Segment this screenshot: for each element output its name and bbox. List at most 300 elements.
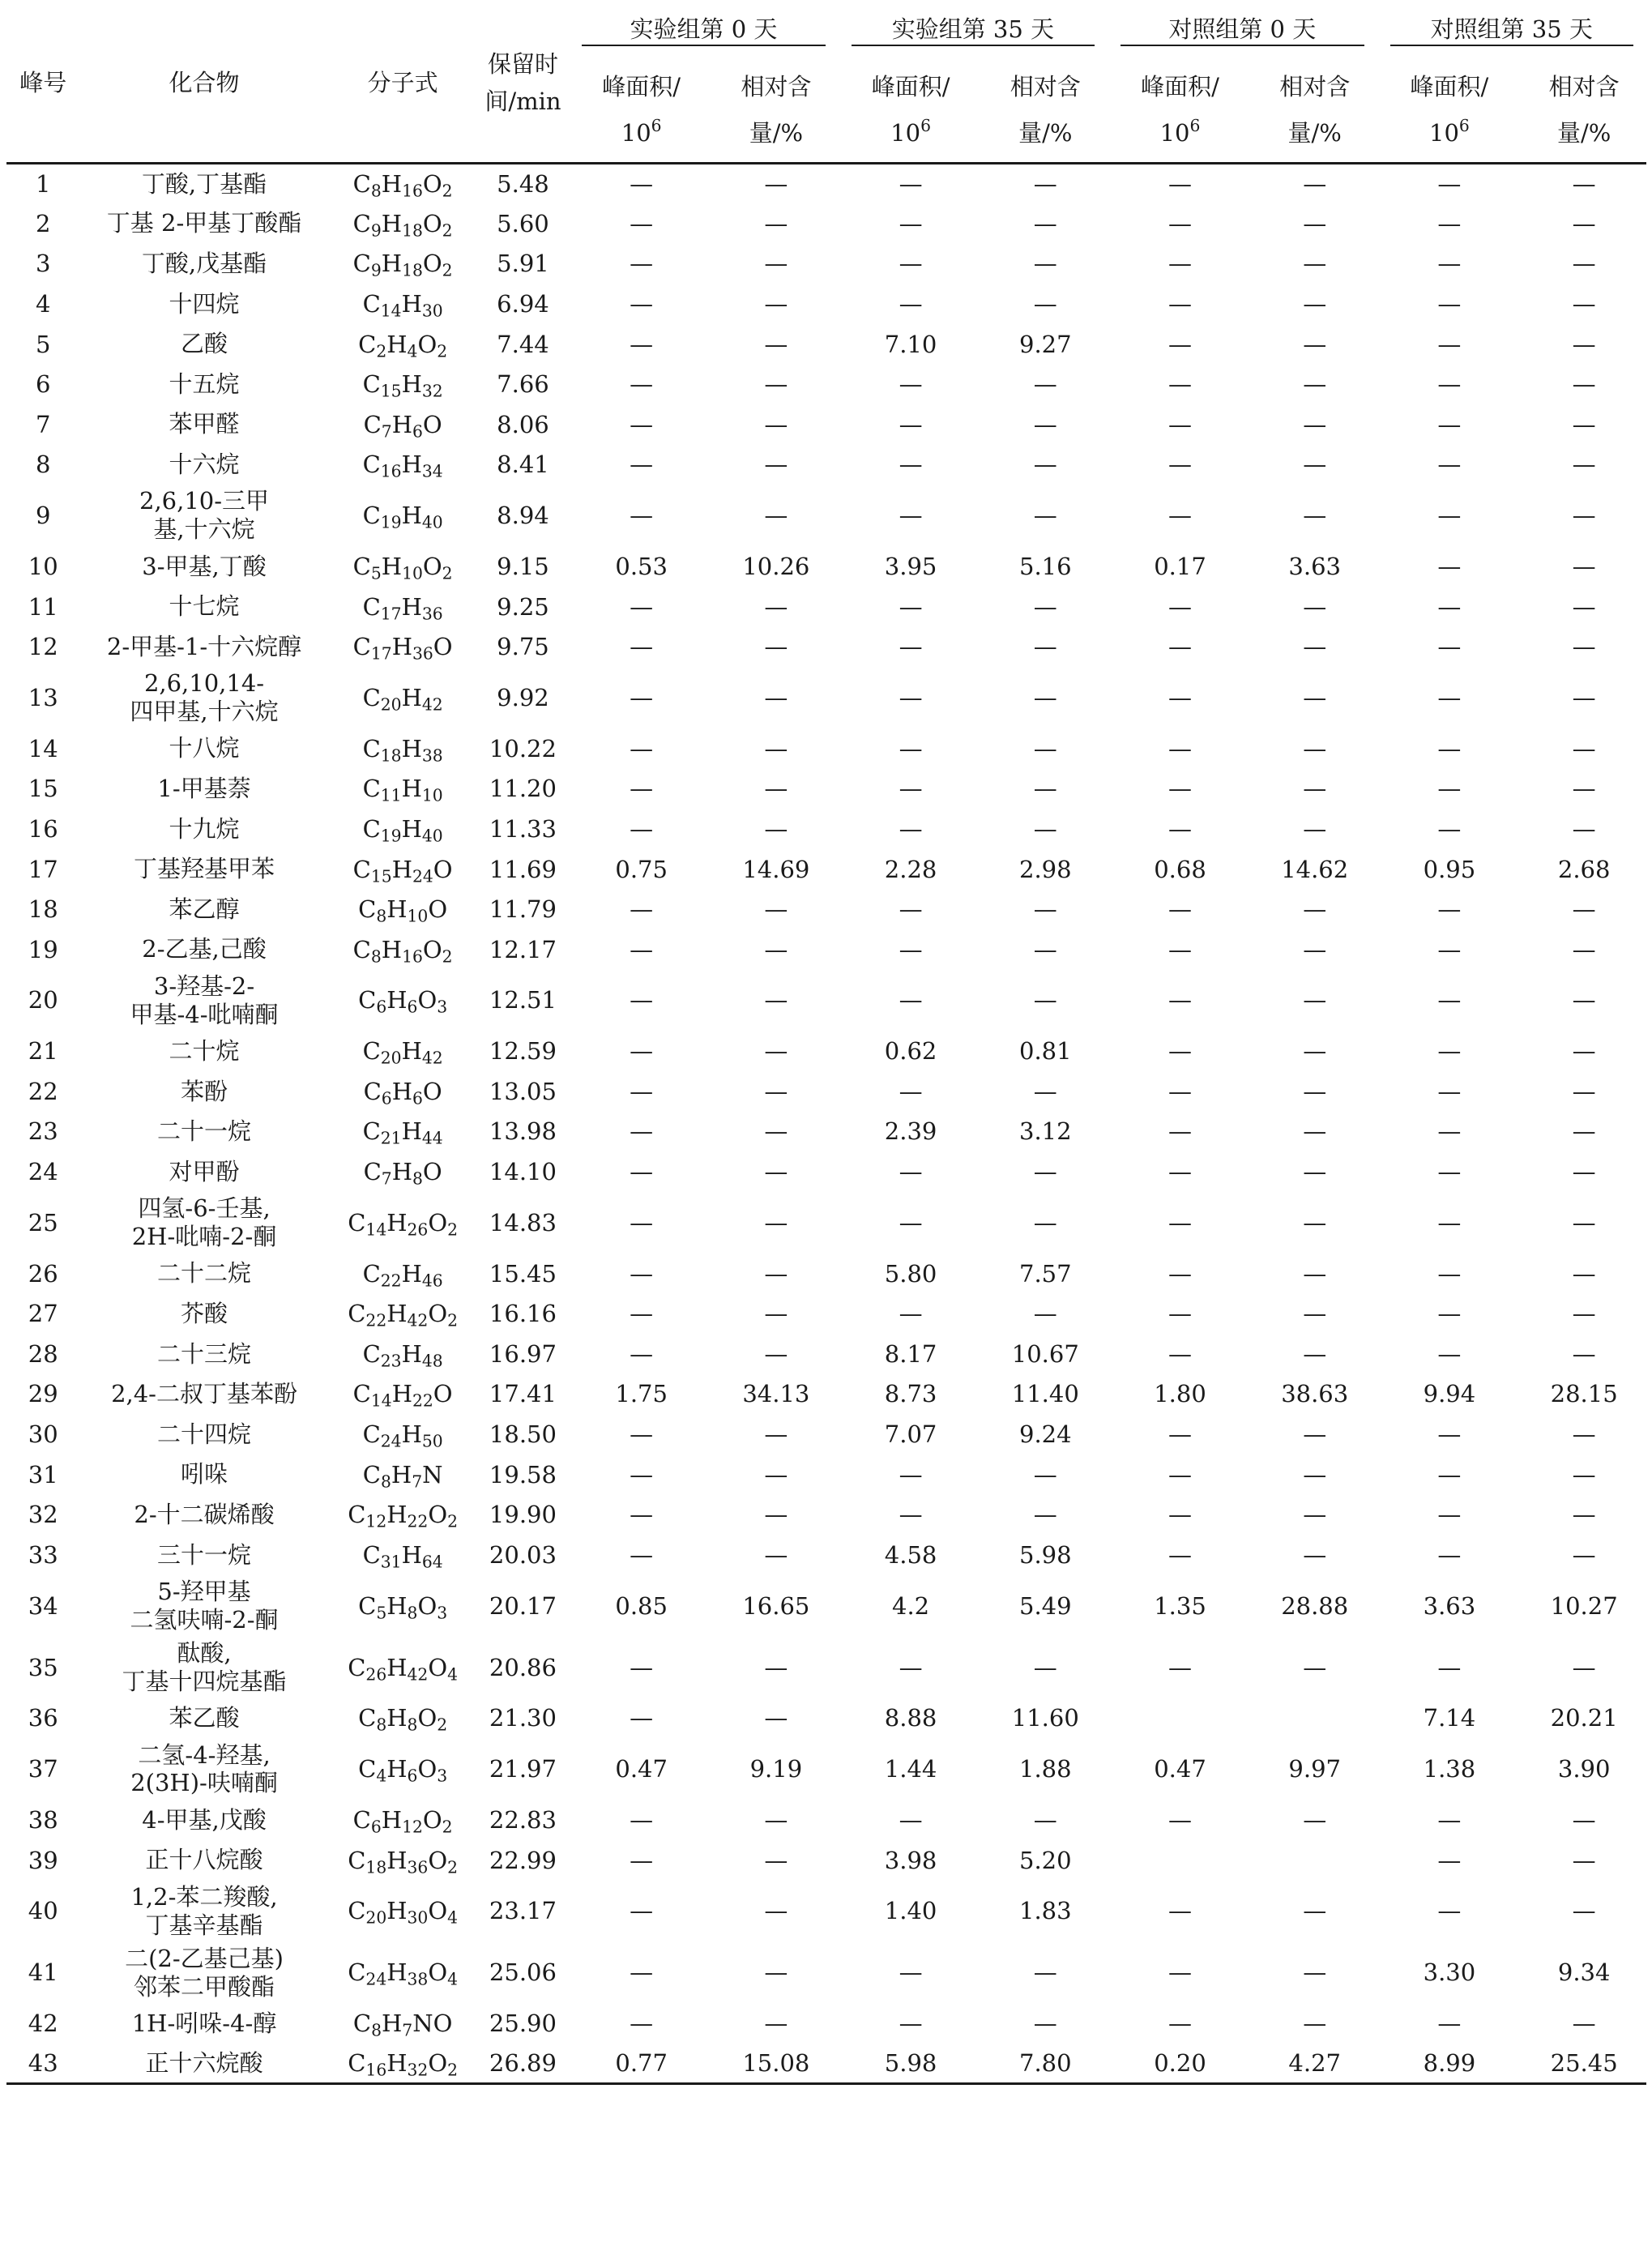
cell-relative-content: — [1572, 451, 1596, 479]
cell-formula [329, 244, 477, 284]
cell-peak-area: — [630, 1208, 654, 1237]
compound-name-text: 十七烷 [169, 592, 240, 621]
cell-retention-time: 17.41 [489, 1380, 557, 1408]
col-header-relative-content [714, 58, 839, 164]
group-underline [1121, 45, 1364, 46]
cell-relative-content: — [1033, 209, 1057, 237]
cell-relative-content: — [764, 633, 788, 661]
peak-area-exponent: 6 [1458, 115, 1470, 135]
cell-relative-content: — [1033, 683, 1057, 711]
cell-peak-area: — [1437, 1117, 1462, 1146]
table-row [6, 324, 1646, 365]
cell-relative-content: — [1572, 2010, 1596, 2038]
cell-peak-area: 8.99 [1377, 2044, 1522, 2084]
cell-relative-content: 2.68 [1557, 855, 1611, 883]
cell-retention-time: 12.59 [489, 1037, 557, 1066]
compound-name-text: 5-羟甲基 二氢呋喃-2-酮 [130, 1577, 279, 1634]
cell-relative-content: 9.27 [1019, 330, 1072, 358]
cell-peak-area: — [899, 1460, 923, 1489]
cell-formula [329, 164, 477, 204]
cell-formula [329, 1637, 477, 1698]
cell-peak-area: — [899, 633, 923, 661]
cell-peak-area: — [1437, 1037, 1462, 1066]
cell-peak-area: — [899, 935, 923, 963]
cell-peak-area: — [899, 250, 923, 278]
cell-peak-area: — [899, 986, 923, 1014]
cell-compound-name [79, 1454, 328, 1495]
compound-name-text: 十六烷 [169, 451, 240, 479]
cell-relative-content: — [1033, 775, 1057, 803]
table-row [6, 667, 1646, 728]
cell-compound-name [79, 626, 328, 667]
cell-formula [329, 849, 477, 890]
cell-formula [329, 769, 477, 809]
cell-peak-area: — [899, 592, 923, 621]
table-row [6, 445, 1646, 485]
cell-relative-content: — [1572, 1897, 1596, 1925]
cell-formula [329, 587, 477, 627]
peak-area-unit: 10 [1159, 119, 1190, 147]
retention-time-label: 保留时间/min [485, 49, 561, 115]
cell-peak-no: 29 [28, 1380, 58, 1408]
cell-compound-name [79, 1334, 328, 1374]
compound-name-text: 对甲酚 [169, 1157, 240, 1185]
cell-relative-content: 3.90 [1557, 1755, 1611, 1783]
cell-peak-area: 0.20 [1108, 2044, 1253, 2084]
cell-peak-area: — [1437, 169, 1462, 198]
cell-relative-content: 9.19 [749, 1755, 803, 1783]
cell-peak-no: 41 [28, 1958, 58, 1987]
table-row [6, 1535, 1646, 1575]
formula-text: $C_{11}H_{10}$ [362, 775, 443, 805]
cell-relative-content: — [764, 1158, 788, 1186]
cell-relative-content: — [1572, 1846, 1596, 1874]
cell-relative-content: — [1572, 814, 1596, 843]
cell-peak-area: — [1167, 1339, 1192, 1368]
cell-peak-area: — [630, 1339, 654, 1368]
cell-relative-content: — [1572, 330, 1596, 358]
cell-relative-content: — [1303, 734, 1327, 762]
cell-relative-content: — [764, 683, 788, 711]
cell-relative-content: — [1033, 370, 1057, 399]
cell-peak-area: — [899, 1806, 923, 1834]
cell-relative-content: — [764, 410, 788, 438]
cell-peak-area: 4.2 [892, 1591, 930, 1620]
cell-peak-area: — [630, 1897, 654, 1925]
cell-relative-content: — [1572, 1208, 1596, 1237]
compound-name-text: 十四烷 [169, 289, 240, 318]
table-row [6, 809, 1646, 849]
formula-text: $C_5H_{10}O_2$ [352, 552, 453, 583]
cell-retention-time: 21.97 [489, 1755, 557, 1783]
cell-peak-no: 4 [36, 289, 51, 318]
cell-peak-area: — [630, 1704, 654, 1732]
cell-relative-content: — [764, 289, 788, 318]
group-label: 实验组第 0 天 [630, 15, 778, 43]
cell-compound-name [79, 728, 328, 769]
cell-peak-area [1108, 1698, 1253, 1739]
cell-relative-content: — [1303, 1208, 1327, 1237]
table-row [6, 404, 1646, 445]
cell-relative-content: — [1033, 1460, 1057, 1489]
cell-compound-name [79, 445, 328, 485]
cell-peak-no: 36 [28, 1704, 58, 1732]
cell-peak-area: — [1167, 2010, 1192, 2038]
cell-compound-name [79, 485, 328, 546]
cell-peak-area: — [630, 209, 654, 237]
cell-peak-area: — [630, 1420, 654, 1449]
cell-peak-area: — [1437, 289, 1462, 318]
formula-text: $C_{18}H_{36}O_2$ [348, 1846, 459, 1877]
compound-name-text: 十九烷 [169, 814, 240, 843]
cell-relative-content: — [1572, 775, 1596, 803]
table-row [6, 2004, 1646, 2044]
compound-name-text: 吲哚 [181, 1460, 228, 1489]
cell-peak-area: — [1437, 1897, 1462, 1925]
cell-relative-content: — [1303, 1653, 1327, 1681]
cell-peak-area: — [1167, 1037, 1192, 1066]
cell-peak-area: — [630, 1117, 654, 1146]
table-row [6, 1738, 1646, 1800]
cell-retention-time: 8.41 [497, 451, 549, 479]
compound-name-text: 丁酸,戊基酯 [141, 250, 267, 278]
cell-peak-area: 1.40 [884, 1897, 937, 1925]
cell-relative-content [1253, 1698, 1377, 1739]
table-row [6, 1881, 1646, 1942]
cell-peak-no: 42 [28, 2010, 58, 2038]
cell-peak-area: — [899, 1300, 923, 1328]
cell-relative-content: 10.26 [742, 552, 810, 580]
compound-name-text: 丁酸,丁基酯 [141, 169, 267, 198]
cell-relative-content: 28.15 [1550, 1380, 1618, 1408]
cell-relative-content: — [1033, 1077, 1057, 1105]
cell-relative-content: — [1033, 814, 1057, 843]
table-row [6, 728, 1646, 769]
cell-relative-content: — [1303, 1806, 1327, 1834]
cell-relative-content: — [764, 986, 788, 1014]
cell-relative-content: 10.67 [1011, 1339, 1079, 1368]
cell-peak-area: — [1167, 410, 1192, 438]
table-row [6, 164, 1646, 204]
cell-relative-content: — [1572, 410, 1596, 438]
cell-peak-area: — [630, 502, 654, 530]
cell-peak-area: — [630, 1077, 654, 1105]
cell-relative-content: — [764, 1501, 788, 1529]
cell-relative-content: 4.27 [1253, 2044, 1377, 2084]
peak-area-exponent: 6 [651, 115, 662, 135]
cell-relative-content: — [764, 895, 788, 924]
group-label: 对照组第 0 天 [1168, 15, 1317, 43]
cell-relative-content: — [1033, 935, 1057, 963]
cell-relative-content: — [764, 1077, 788, 1105]
cell-retention-time: 23.17 [489, 1897, 557, 1925]
table-row [6, 889, 1646, 929]
cell-peak-area: — [899, 2010, 923, 2038]
cell-relative-content: 5.16 [1019, 552, 1072, 580]
compound-name-text: 十五烷 [169, 369, 240, 398]
cell-relative-content: 9.97 [1288, 1755, 1341, 1783]
cell-compound-name [79, 1031, 328, 1072]
cell-peak-no: 9 [36, 502, 51, 530]
cell-peak-area: — [1437, 410, 1462, 438]
cell-relative-content: — [1033, 1653, 1057, 1681]
cell-relative-content: — [1033, 169, 1057, 198]
compound-name-text: 3-羟基-2- 甲基-4-吡喃酮 [130, 972, 279, 1028]
compound-name-text: 丁基羟基甲苯 [134, 855, 275, 883]
cell-relative-content: — [764, 1420, 788, 1449]
cell-peak-area: — [630, 1806, 654, 1834]
cell-retention-time: 5.48 [497, 169, 549, 198]
col-header-relative-content [1253, 58, 1377, 164]
cell-relative-content: 9.34 [1557, 1958, 1611, 1987]
cell-formula [329, 1031, 477, 1072]
cell-peak-area: — [1437, 330, 1462, 358]
compound-name-text: 正十八烷酸 [145, 1846, 263, 1874]
cell-peak-area: — [1437, 250, 1462, 278]
cell-peak-area: 3.98 [884, 1846, 937, 1874]
formula-text: $C_{20}H_{42}$ [362, 683, 443, 715]
cell-peak-no: 31 [28, 1460, 58, 1489]
cell-peak-area: — [1167, 250, 1192, 278]
cell-peak-area: — [1437, 683, 1462, 711]
cell-relative-content: — [1572, 734, 1596, 762]
cell-peak-area: 0.53 [615, 552, 668, 580]
cell-peak-area: — [630, 370, 654, 399]
cell-peak-area: — [1167, 1806, 1192, 1834]
cell-peak-no: 23 [28, 1117, 58, 1146]
cell-formula [329, 1454, 477, 1495]
cell-peak-area: — [1167, 1117, 1192, 1146]
cell-relative-content: — [1033, 502, 1057, 530]
peak-area-label: 峰面积/ [1141, 73, 1219, 101]
cell-peak-area: — [1167, 370, 1192, 399]
table-row [6, 1414, 1646, 1454]
cell-peak-area: — [899, 451, 923, 479]
cell-peak-area: — [630, 1460, 654, 1489]
cell-relative-content: — [1303, 1958, 1327, 1987]
cell-retention-time: 21.30 [489, 1704, 557, 1732]
cell-relative-content: 1.88 [1019, 1755, 1072, 1783]
table-row [6, 1840, 1646, 1881]
formula-text: $C_6H_{12}O_2$ [352, 1806, 453, 1837]
cell-retention-time: 20.03 [489, 1540, 557, 1569]
table-header [6, 3, 1646, 164]
compound-name-text: 丁基 2-甲基丁酸酯 [106, 209, 302, 237]
cell-relative-content: — [764, 1259, 788, 1288]
cell-peak-area: — [1167, 209, 1192, 237]
cell-peak-no: 32 [28, 1501, 58, 1529]
cell-relative-content: — [1033, 592, 1057, 621]
cell-relative-content: — [1033, 1958, 1057, 1987]
cell-retention-time: 11.20 [489, 775, 557, 803]
cell-relative-content: — [1303, 289, 1327, 318]
cell-peak-no: 2 [36, 209, 51, 237]
formula-text: $C_{16}H_{32}O_2$ [348, 2049, 459, 2080]
cell-peak-area: — [630, 1300, 654, 1328]
cell-compound-name [79, 1071, 328, 1112]
cell-relative-content: — [1572, 683, 1596, 711]
cell-retention-time: 7.44 [497, 330, 549, 358]
cell-peak-area: — [1437, 552, 1462, 580]
cell-peak-area: — [899, 410, 923, 438]
cell-compound-name [79, 587, 328, 627]
cell-peak-area: — [899, 370, 923, 399]
cell-relative-content: — [1572, 1300, 1596, 1328]
cell-peak-area: 0.68 [1154, 855, 1206, 883]
table-row [6, 1637, 1646, 1698]
col-header-peak-area [839, 58, 984, 164]
cell-peak-area: 8.73 [884, 1380, 937, 1408]
cell-peak-area: 5.80 [884, 1259, 937, 1288]
cell-peak-no: 22 [28, 1077, 58, 1105]
table-row [6, 626, 1646, 667]
cell-peak-area: — [630, 683, 654, 711]
cell-retention-time: 11.69 [489, 855, 557, 883]
cell-peak-no: 43 [6, 2044, 79, 2084]
cell-relative-content: — [1303, 1339, 1327, 1368]
cell-relative-content: — [1303, 1117, 1327, 1146]
cell-relative-content: — [1303, 370, 1327, 399]
cell-peak-area: — [630, 935, 654, 963]
cell-retention-time: 26.89 [477, 2044, 570, 2084]
compound-name-text: 1-甲基萘 [157, 775, 251, 803]
cell-peak-area [1108, 1840, 1253, 1881]
formula-text: $C_{20}H_{30}O_4$ [348, 1897, 459, 1928]
cell-peak-area: — [1437, 370, 1462, 399]
cell-peak-area: — [630, 330, 654, 358]
cell-peak-no: 38 [28, 1806, 58, 1834]
cell-relative-content: — [1572, 169, 1596, 198]
cell-formula [329, 1071, 477, 1112]
cell-peak-area: — [1437, 451, 1462, 479]
table-row [6, 364, 1646, 404]
cell-relative-content: — [1303, 330, 1327, 358]
cell-relative-content: — [1303, 451, 1327, 479]
cell-peak-area: 8.17 [884, 1339, 937, 1368]
cell-relative-content: — [1572, 1806, 1596, 1834]
cell-peak-no: 35 [28, 1653, 58, 1681]
cell-formula [329, 1151, 477, 1192]
cell-relative-content: — [764, 451, 788, 479]
cell-relative-content: 28.88 [1281, 1591, 1349, 1620]
cell-peak-no: 3 [36, 250, 51, 278]
relative-content-label: 相对含量/% [1279, 73, 1351, 147]
cell-peak-area: 7.14 [1423, 1704, 1476, 1732]
compound-name-text: 二氢-4-羟基, 2(3H)-呋喃酮 [130, 1741, 278, 1797]
cell-peak-area: 0.95 [1423, 855, 1476, 883]
cell-peak-no: 18 [28, 895, 58, 924]
cell-peak-area: — [1437, 592, 1462, 621]
cell-peak-area: — [899, 683, 923, 711]
cell-peak-area: — [630, 633, 654, 661]
table-row [6, 769, 1646, 809]
cell-peak-area: 1.80 [1154, 1380, 1206, 1408]
compound-name-text: 2,4-二叔丁基苯酚 [111, 1380, 297, 1408]
cell-retention-time: 14.10 [489, 1158, 557, 1186]
cell-compound-name [79, 667, 328, 728]
formula-text: $C_{22}H_{42}O_2$ [348, 1300, 459, 1330]
table-row [6, 2044, 1646, 2084]
cell-retention-time: 8.06 [497, 410, 549, 438]
cell-peak-no: 40 [28, 1897, 58, 1925]
compound-name-text: 1H-吲哚-4-醇 [131, 2009, 277, 2037]
cell-retention-time: 16.16 [489, 1300, 557, 1328]
formula-text: $C_{14}H_{22}O$ [352, 1380, 453, 1412]
cell-peak-area: — [1167, 1460, 1192, 1489]
cell-retention-time: 9.75 [497, 633, 549, 661]
cell-relative-content: — [1572, 1460, 1596, 1489]
cell-relative-content: — [1303, 1259, 1327, 1288]
cell-compound-name [79, 1942, 328, 2004]
cell-peak-area: — [1167, 1208, 1192, 1237]
table-row [6, 1254, 1646, 1294]
formula-text: $C_{22}H_{46}$ [362, 1259, 443, 1291]
peak-area-exponent: 6 [1189, 115, 1201, 135]
cell-peak-no: 33 [28, 1540, 58, 1569]
cell-peak-area: — [1437, 1653, 1462, 1681]
cell-relative-content: 1.83 [1019, 1897, 1072, 1925]
cell-relative-content: — [1572, 502, 1596, 530]
cell-compound-name [79, 324, 328, 365]
cell-retention-time: 20.17 [489, 1591, 557, 1620]
compound-name-text: 乙酸 [181, 330, 228, 358]
group-header-exp-day0 [569, 3, 838, 58]
table-row [6, 1374, 1646, 1415]
cell-retention-time: 11.79 [489, 895, 557, 924]
cell-peak-area: — [630, 410, 654, 438]
cell-peak-area: 1.38 [1423, 1755, 1476, 1783]
cell-compound-name [79, 1535, 328, 1575]
cell-formula [329, 546, 477, 587]
cell-peak-area: — [630, 289, 654, 318]
cell-formula [329, 284, 477, 324]
cell-relative-content: — [1303, 986, 1327, 1014]
peak-area-label: 峰面积/ [602, 73, 681, 101]
cell-retention-time: 22.99 [489, 1846, 557, 1874]
cell-relative-content: 20.21 [1550, 1704, 1618, 1732]
table-row [6, 1800, 1646, 1840]
cell-peak-no: 34 [28, 1591, 58, 1620]
cell-peak-area: — [630, 775, 654, 803]
cell-retention-time: 9.92 [497, 683, 549, 711]
group-label: 实验组第 35 天 [891, 15, 1055, 43]
cell-relative-content: 34.13 [742, 1380, 810, 1408]
compound-name-text: 酞酸, 丁基十四烷基酯 [122, 1638, 287, 1695]
group-underline [1390, 45, 1634, 46]
cell-peak-no: 30 [28, 1420, 58, 1449]
cell-relative-content: — [764, 1339, 788, 1368]
cell-peak-area: 9.94 [1423, 1380, 1476, 1408]
formula-text: $C_{17}H_{36}$ [362, 592, 443, 624]
cell-peak-no: 24 [28, 1158, 58, 1186]
cell-peak-no: 21 [28, 1037, 58, 1066]
cell-relative-content: — [1303, 1037, 1327, 1066]
cell-peak-area: — [899, 502, 923, 530]
cell-relative-content: — [1572, 935, 1596, 963]
cell-relative-content: — [1572, 1501, 1596, 1529]
cell-relative-content: — [1572, 1158, 1596, 1186]
cell-compound-name [79, 1575, 328, 1637]
formula-text: $C_6H_6O$ [363, 1077, 442, 1108]
table-row [6, 1698, 1646, 1739]
cell-relative-content: — [764, 2010, 788, 2038]
cell-retention-time: 25.90 [489, 2010, 557, 2038]
cell-formula [329, 1495, 477, 1535]
cell-peak-no: 14 [28, 734, 58, 762]
cell-formula [329, 1334, 477, 1374]
cell-peak-area: 3.63 [1423, 1591, 1476, 1620]
cell-relative-content: 16.65 [742, 1591, 810, 1620]
